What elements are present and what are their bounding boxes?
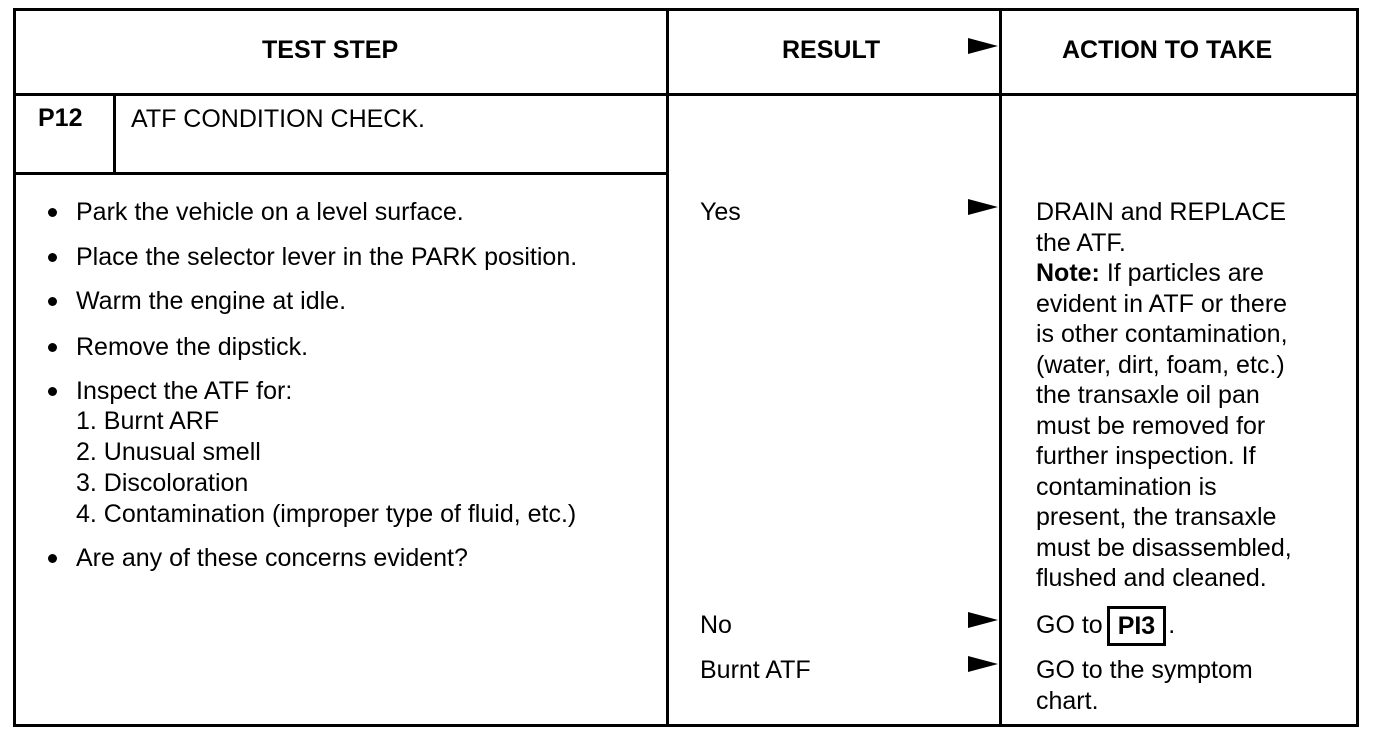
action-note-line: must be removed for (1036, 411, 1266, 440)
action-burnt-line: chart. (1036, 686, 1099, 715)
bullet-icon (48, 387, 57, 396)
action-yes (1036, 197, 1346, 594)
action-note-line: is other contamination, (1036, 320, 1288, 348)
action-note-line: must be disassembled, (1036, 533, 1292, 562)
bullet-icon (48, 297, 57, 306)
inspect-item-3: 3. Discoloration (76, 469, 249, 497)
action-note-line: evident in ATF or there (1036, 289, 1288, 318)
step-id: P12 (38, 104, 83, 132)
result-yes: Yes (700, 198, 741, 226)
action-no-goto: GO to (1036, 611, 1103, 639)
instruction-dipstick: Remove the dipstick. (76, 333, 309, 361)
arrow-burnt-icon (968, 656, 998, 672)
action-note-line: flushed and cleaned. (1036, 564, 1267, 592)
divider-step-id (113, 93, 116, 173)
bullet-icon (48, 253, 57, 262)
inspect-item-4: 4. Contamination (improper type of fluid, etc.) (76, 500, 577, 528)
instruction-question: Are any of these concerns evident? (76, 544, 468, 572)
instruction-selector: Place the selector lever in the PARK position. (76, 243, 578, 271)
divider-col1 (666, 8, 669, 727)
result-no: No (700, 611, 732, 639)
action-note-line: further inspection. If (1036, 442, 1256, 470)
action-note-line: the transaxle oil pan (1036, 381, 1260, 409)
header-arrow-icon (968, 38, 998, 54)
bullet-icon (48, 343, 57, 352)
action-burnt (1036, 655, 1253, 716)
action-no (1036, 606, 1175, 646)
bullet-icon (48, 554, 57, 563)
instruction-warm: Warm the engine at idle. (76, 287, 347, 315)
action-note-line: contamination is (1036, 472, 1217, 501)
action-yes-line: the ATF. (1036, 228, 1126, 257)
divider-step-title (13, 172, 669, 175)
action-note-line: present, the transaxle (1036, 503, 1277, 531)
bullet-icon (48, 208, 57, 217)
action-yes-line: DRAIN and REPLACE (1036, 198, 1287, 226)
action-no-end: . (1168, 611, 1176, 639)
inspect-item-1: 1. Burnt ARF (76, 407, 220, 435)
header-test-step: TEST STEP (262, 36, 399, 64)
header-result: RESULT (782, 36, 881, 64)
step-title: ATF CONDITION CHECK. (131, 105, 425, 133)
arrow-yes-icon (968, 199, 998, 215)
note-text: If particles are (1099, 259, 1264, 287)
divider-header (13, 93, 1359, 96)
divider-col2 (999, 8, 1002, 727)
action-burnt-line: GO to the symptom (1036, 656, 1253, 684)
action-note-line: (water, dirt, foam, etc.) (1036, 350, 1285, 379)
inspect-item-2: 2. Unusual smell (76, 438, 261, 466)
result-burnt-atf: Burnt ATF (700, 656, 811, 684)
instruction-inspect: Inspect the ATF for: (76, 377, 293, 405)
instruction-park: Park the vehicle on a level surface. (76, 198, 464, 226)
action-note-line (1036, 258, 1346, 289)
step-ref-box[interactable]: PI3 (1107, 606, 1167, 646)
arrow-no-icon (968, 612, 998, 628)
header-action: ACTION TO TAKE (1062, 36, 1273, 64)
note-label: Note: (1036, 259, 1100, 287)
